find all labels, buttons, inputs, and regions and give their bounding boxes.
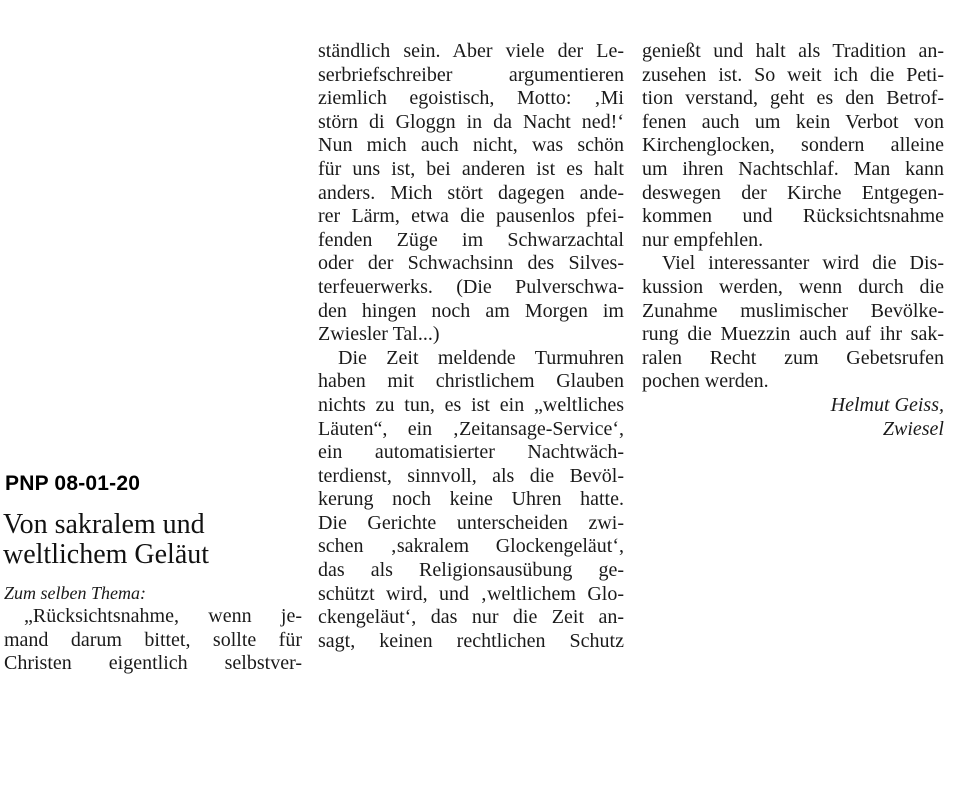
text-line: pochen werden.: [642, 370, 769, 393]
article-headline: [3, 510, 303, 570]
text-line: schen ‚sakralem Glockengeläut‘,: [318, 535, 624, 558]
text-line: terdienst, sinnvoll, als die Bevöl-: [318, 464, 624, 487]
text-line: serbriefschreiber argumentieren: [318, 63, 624, 86]
text-line: anders. Mich stört dagegen ande-: [318, 181, 624, 204]
text-line: störn di Gloggn in da Nacht ned!‘: [318, 110, 624, 133]
text-line: fenden Züge im Schwarzachtal: [318, 228, 624, 251]
text-line: schützt wird, und ‚weltlichem Glo-: [318, 582, 624, 605]
text-column-1: [4, 605, 302, 676]
text-line: das als Religionsausübung ge-: [318, 559, 624, 582]
text-line: um ihren Nachtschlaf. Man kann: [642, 157, 944, 180]
text-line: tion verstand, geht es den Betrof-: [642, 87, 944, 110]
text-line: ralen Recht zum Gebetsrufen: [642, 346, 944, 369]
text-line: den hingen noch am Morgen im: [318, 299, 624, 322]
text-line: zusehen ist. So weit ich die Peti-: [642, 63, 944, 86]
text-line: ständlich sein. Aber viele der Le-: [318, 40, 624, 62]
text-line: kerung noch keine Uhren hatte.: [318, 488, 624, 511]
text-line: sagt, keinen rechtlichen Schutz: [318, 629, 624, 652]
text-line: ein automatisierter Nachtwäch-: [318, 441, 624, 464]
text-line: kommen und Rücksichtsnahme: [642, 205, 944, 228]
text-column-2: [318, 40, 624, 653]
text-line: Läuten“, ein ‚Zeitansage-Service‘,: [318, 417, 624, 440]
text-line: Zunahme muslimischer Bevölke-: [642, 299, 944, 322]
text-line: rung die Muezzin auch auf ihr sak-: [642, 323, 944, 346]
text-line: haben mit christlichem Glauben: [318, 370, 624, 393]
headline-line: weltlichem Geläut: [3, 539, 210, 570]
text-line: Christen eigentlich selbstver-: [4, 652, 302, 675]
text-line: Viel interessanter wird die Dis-: [662, 252, 944, 275]
text-line: rer Lärm, etwa die pausenlos pfei-: [318, 205, 624, 228]
text-line: nur empfehlen.: [642, 228, 764, 251]
text-line: oder der Schwachsinn des Silves-: [318, 252, 624, 275]
text-line: Zwiesler Tal...): [318, 323, 440, 346]
text-line: Nun mich auch nicht, was schön: [318, 134, 624, 157]
text-line: „Rücksichtsnahme, wenn je-: [24, 605, 302, 627]
text-line: fenen auch um kein Verbot von: [642, 110, 944, 133]
text-line: ckengeläut‘, das nur die Zeit an-: [318, 606, 624, 629]
text-line: Die Gerichte unterscheiden zwi-: [318, 511, 624, 534]
text-line: genießt und halt als Tradition an-: [642, 40, 944, 62]
text-line: mand darum bittet, sollte für: [4, 628, 302, 651]
text-line: terfeuerwerks. (Die Pulverschwa-: [318, 275, 624, 298]
text-line: Kirchenglocken, sondern alleine: [642, 134, 944, 157]
text-line: für uns ist, bei anderen ist es halt: [318, 157, 624, 180]
author-name: Helmut Geiss,: [830, 393, 944, 416]
headline-line: Von sakralem und: [3, 509, 205, 540]
text-line: Die Zeit meldende Turmuhren: [338, 346, 624, 369]
source-label: PNP 08-01-20: [5, 472, 141, 495]
text-line: ziemlich egoistisch, Motto: ‚Mi: [318, 87, 624, 110]
text-line: nichts zu tun, es ist ein „weltliches: [318, 393, 624, 416]
article-subheading: Zum selben Thema:: [4, 583, 146, 603]
text-line: deswegen der Kirche Entgegen-: [642, 181, 944, 204]
text-line: kussion werden, wenn durch die: [642, 275, 944, 298]
author-location: Zwiesel: [882, 417, 944, 440]
text-column-3: [642, 40, 944, 441]
